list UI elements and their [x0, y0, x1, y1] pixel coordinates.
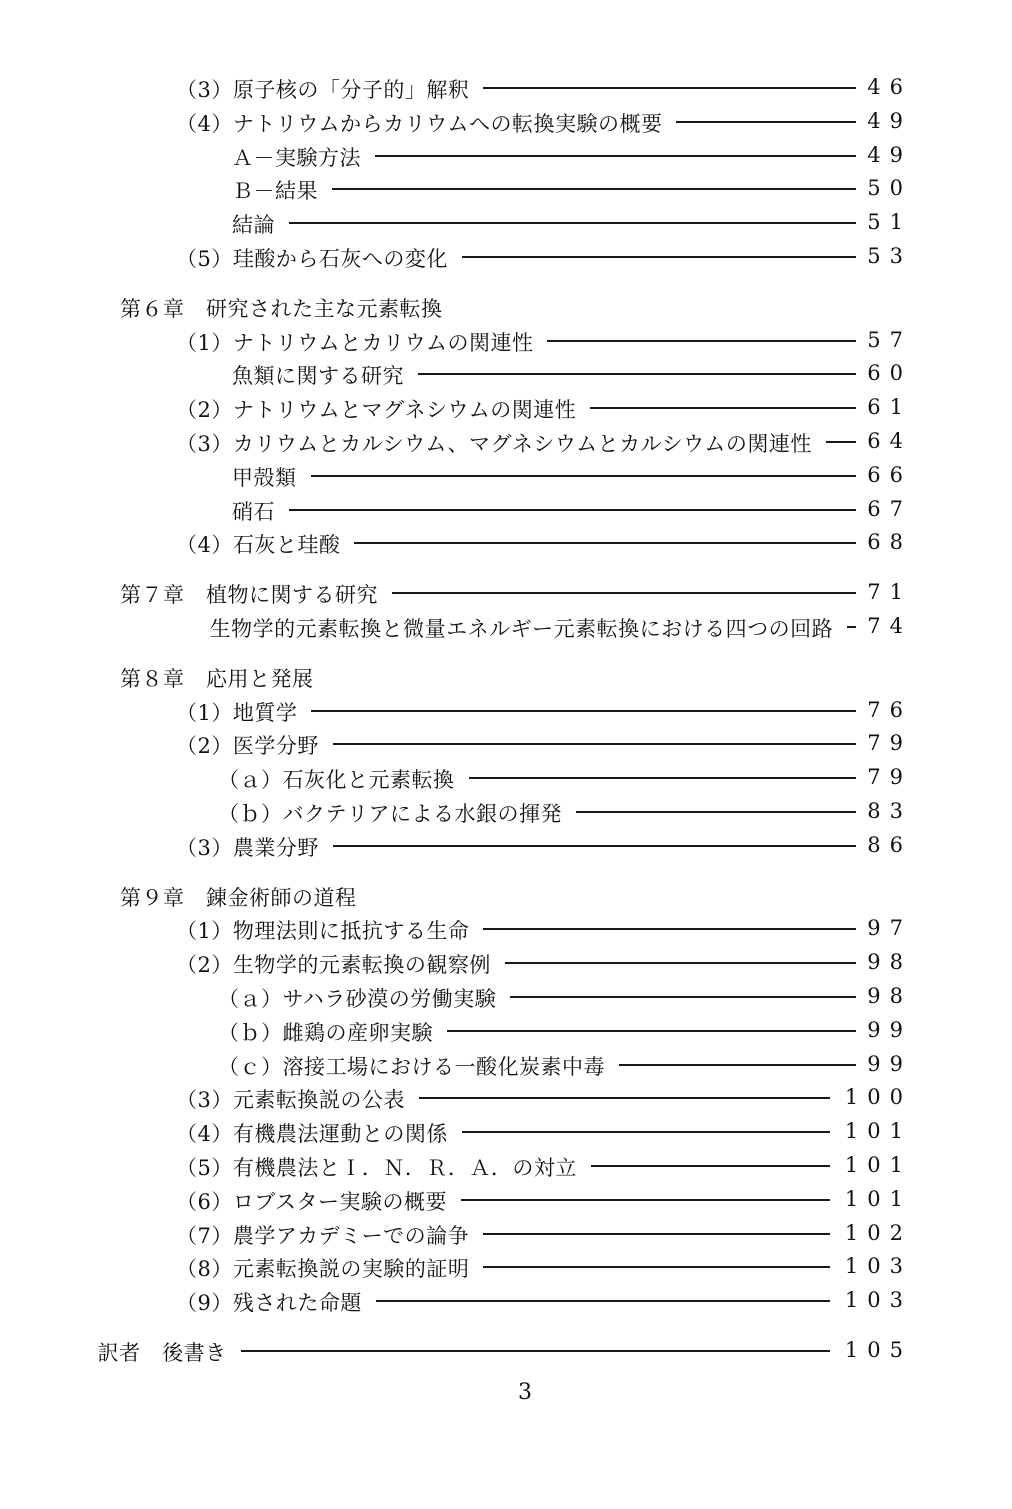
- leader-line: [375, 155, 856, 157]
- toc-entry-title: 硝石: [232, 499, 275, 524]
- toc-entry-page: 49: [867, 142, 912, 167]
- toc-entry[interactable]: [0, 390, 912, 424]
- toc-entry-page: 83: [867, 799, 912, 823]
- leader-line: [461, 1199, 830, 1201]
- toc-entry[interactable]: [0, 424, 912, 458]
- toc-entry[interactable]: [0, 1047, 912, 1081]
- leader-line: [590, 407, 856, 409]
- leader-line: [333, 743, 856, 745]
- toc-entry-title: （3）原子核の「分子的」解釈: [176, 78, 470, 102]
- leader-line: [510, 996, 856, 998]
- toc-entry-page: 67: [867, 496, 912, 521]
- toc-entry[interactable]: [0, 70, 912, 104]
- toc-entry-title: （5）有機農法とＩ．Ｎ．Ｒ．Ａ．の対立: [176, 1156, 577, 1180]
- toc-entry-title: 第８章 応用と発展: [120, 666, 314, 691]
- toc-entry-page: 66: [867, 462, 912, 487]
- leader-line: [547, 340, 856, 342]
- leader-line: [392, 592, 856, 594]
- toc-entry-title: （ｃ）溶接工場における一酸化炭素中毒: [218, 1054, 605, 1079]
- toc-entry-page: 99: [867, 1051, 912, 1076]
- toc-entry-page: 86: [867, 832, 912, 857]
- toc-entry[interactable]: [0, 356, 912, 390]
- toc-entry-title: （3）元素転換説の公表: [176, 1088, 405, 1113]
- toc-entry-title: 第７章 植物に関する研究: [120, 583, 378, 608]
- toc-entry-title: 生物学的元素転換と微量エネルギー元素転換における四つの回路: [209, 617, 834, 641]
- toc-entry-page: 50: [867, 176, 912, 201]
- toc-entry-title: 結論: [232, 213, 275, 238]
- toc-entry-title: （2）医学分野: [176, 734, 319, 759]
- leader-line: [576, 811, 856, 813]
- toc-entry-page: 99: [867, 1017, 912, 1042]
- toc-entry-title: （ｂ）雌鶏の産卵実験: [218, 1020, 433, 1045]
- toc-entry-page: 71: [867, 580, 912, 605]
- toc-entry-page: 98: [867, 950, 912, 975]
- toc-entry-title: （8）元素転換説の実験的証明: [176, 1257, 470, 1282]
- toc-entry[interactable]: [0, 1283, 912, 1317]
- toc-entry-title: 魚類に関する研究: [232, 364, 404, 389]
- leader-line: [447, 1030, 856, 1032]
- toc-entry[interactable]: [0, 1013, 912, 1047]
- toc-entry-page: 101: [844, 1153, 912, 1177]
- toc-entry-page: 74: [867, 614, 912, 638]
- leader-line: [332, 188, 856, 190]
- toc-entry-title: （ａ）サハラ砂漠の労働実験: [218, 987, 497, 1011]
- leader-line: [419, 1097, 830, 1099]
- toc-entry-title: （3）農業分野: [176, 835, 319, 860]
- toc-entry[interactable]: [0, 945, 912, 979]
- toc-entry-title: Ｂ－結果: [232, 179, 318, 204]
- toc-entry[interactable]: [0, 239, 912, 273]
- toc-entry[interactable]: [0, 289, 912, 323]
- toc-entry[interactable]: [0, 575, 912, 609]
- toc-entry[interactable]: [0, 609, 912, 643]
- leader-line: [376, 1300, 830, 1302]
- leader-line: [289, 222, 856, 224]
- toc-entry[interactable]: [0, 104, 912, 138]
- leader-line: [241, 1350, 830, 1352]
- toc-entry[interactable]: [0, 828, 912, 862]
- toc-entry-page: 101: [844, 1119, 912, 1144]
- toc-entry-title: 訳者 後書き: [97, 1341, 227, 1365]
- toc-entry[interactable]: [0, 659, 912, 693]
- leader-line: [333, 845, 856, 847]
- toc-entry-page: 49: [867, 108, 912, 133]
- toc-entry[interactable]: [0, 794, 912, 828]
- page-number: 3: [518, 1380, 532, 1405]
- toc-entry-page: 46: [867, 75, 912, 99]
- toc-entry-title: （ａ）石灰化と元素転換: [218, 768, 455, 793]
- toc-entry[interactable]: [0, 458, 912, 492]
- toc-entry-title: （1）地質学: [176, 700, 298, 725]
- toc-entry-page: 103: [844, 1288, 912, 1313]
- leader-line: [847, 626, 856, 628]
- toc-entry-title: （7）農学アカデミーでの論争: [176, 1223, 470, 1248]
- toc-entry-title: （2）生物学的元素転換の観察例: [176, 953, 491, 978]
- toc-entry[interactable]: [0, 878, 912, 912]
- leader-line: [591, 1165, 830, 1167]
- toc-entry-title: Ａ－実験方法: [232, 145, 361, 170]
- toc-entry[interactable]: [0, 205, 912, 239]
- toc-entry[interactable]: [0, 1080, 912, 1114]
- toc-entry-page: 101: [844, 1186, 912, 1211]
- toc-entry[interactable]: [0, 1148, 912, 1182]
- leader-line: [676, 121, 856, 123]
- toc-entry-page: 61: [867, 395, 912, 420]
- leader-line: [462, 256, 856, 258]
- toc-entry[interactable]: [0, 760, 912, 794]
- toc-entry-page: 76: [867, 697, 912, 722]
- toc-entry-title: 甲殻類: [232, 465, 297, 490]
- leader-line: [289, 509, 856, 511]
- toc-entry-page: 57: [867, 327, 912, 352]
- leader-line: [311, 710, 856, 712]
- toc-entry-page: 102: [844, 1220, 912, 1245]
- toc-entry-title: （4）有機農法運動との関係: [176, 1122, 448, 1147]
- toc-entry[interactable]: [0, 979, 912, 1013]
- leader-line: [311, 475, 857, 477]
- toc-entry[interactable]: [0, 525, 912, 559]
- toc-entry-title: （ｂ）バクテリアによる水銀の揮発: [218, 802, 562, 826]
- toc-entry-page: 97: [867, 916, 912, 941]
- toc-entry-page: 103: [844, 1254, 912, 1279]
- toc-entry[interactable]: [0, 138, 912, 172]
- toc-entry-page: 68: [867, 530, 912, 555]
- toc-entry-title: （2）ナトリウムとマグネシウムの関連性: [176, 398, 577, 423]
- toc-entry[interactable]: [0, 323, 912, 357]
- leader-line: [462, 1131, 830, 1133]
- toc-entry-page: 53: [867, 244, 912, 268]
- toc-entry-title: （1）ナトリウムとカリウムの関連性: [176, 330, 534, 355]
- leader-line: [619, 1064, 856, 1066]
- toc-entry[interactable]: [0, 726, 912, 760]
- toc-entry[interactable]: [0, 911, 912, 945]
- toc-entry[interactable]: [0, 1114, 912, 1148]
- leader-line: [483, 87, 856, 89]
- toc-entry-page: 79: [867, 765, 912, 790]
- toc-entry-title: （5）珪酸から石灰への変化: [176, 247, 448, 271]
- toc-entry-page: 60: [867, 361, 912, 386]
- toc-entry-title: （4）ナトリウムからカリウムへの転換実験の概要: [176, 111, 663, 136]
- leader-line: [483, 1266, 830, 1268]
- leader-line: [826, 441, 856, 443]
- toc-entry-title: （6）ロブスター実験の概要: [176, 1189, 448, 1214]
- toc-entry-title: （4）石灰と珪酸: [176, 533, 341, 558]
- toc-entry[interactable]: [0, 492, 912, 526]
- toc-entry-title: （9）残された命題: [176, 1291, 362, 1316]
- toc-entry[interactable]: [0, 693, 912, 727]
- toc-entry-page: 100: [844, 1085, 912, 1110]
- leader-line: [483, 1233, 830, 1235]
- toc-entry-title: （3）カリウムとカルシウム、マグネシウムとカルシウムの関連性: [176, 432, 812, 456]
- leader-line: [469, 777, 857, 779]
- toc-entry-page: 98: [867, 984, 912, 1008]
- toc-entry[interactable]: [0, 1249, 912, 1283]
- leader-line: [505, 962, 856, 964]
- leader-line: [354, 542, 856, 544]
- leader-line: [418, 373, 856, 375]
- toc-entry-title: 第９章 錬金術師の道程: [120, 885, 357, 910]
- toc-entry[interactable]: [0, 1216, 912, 1250]
- toc-entry[interactable]: [0, 1182, 912, 1216]
- toc-entry-title: 第６章 研究された主な元素転換: [120, 296, 443, 321]
- toc-entry-page: 51: [867, 210, 912, 235]
- toc-entry-page: 64: [867, 429, 912, 453]
- toc-entry-page: 105: [844, 1338, 912, 1362]
- toc-entry[interactable]: [0, 1333, 912, 1367]
- leader-line: [483, 928, 856, 930]
- toc-entry[interactable]: [0, 171, 912, 205]
- toc-entry-page: 79: [867, 731, 912, 756]
- toc-entry-title: （1）物理法則に抵抗する生命: [176, 919, 470, 944]
